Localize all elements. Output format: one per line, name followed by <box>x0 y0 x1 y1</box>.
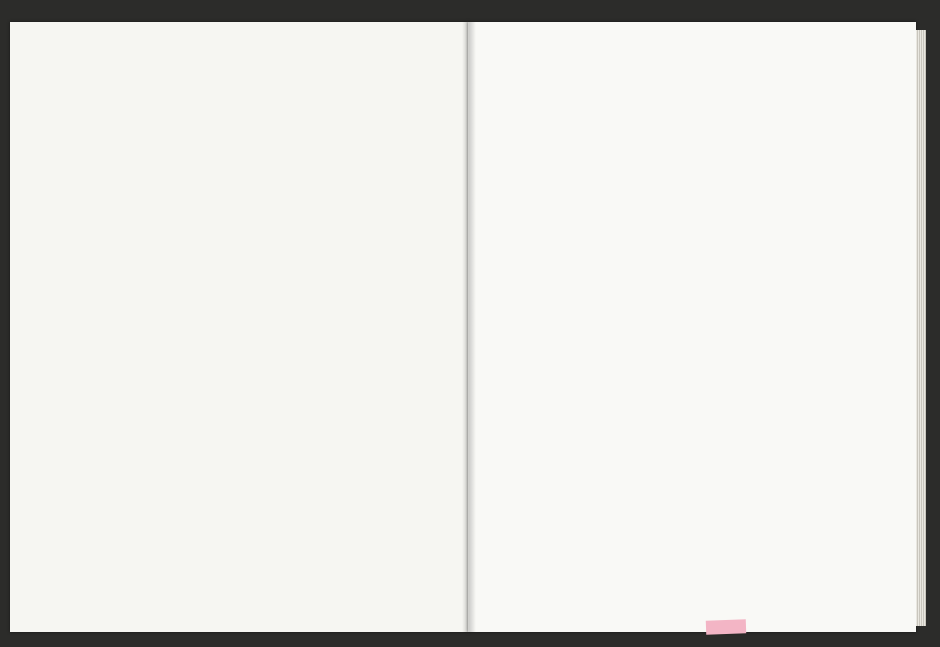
book-gutter <box>462 22 476 632</box>
bookmark-tab <box>706 619 746 634</box>
left-page <box>10 22 468 632</box>
right-page <box>468 22 916 632</box>
page-edges <box>916 30 926 626</box>
